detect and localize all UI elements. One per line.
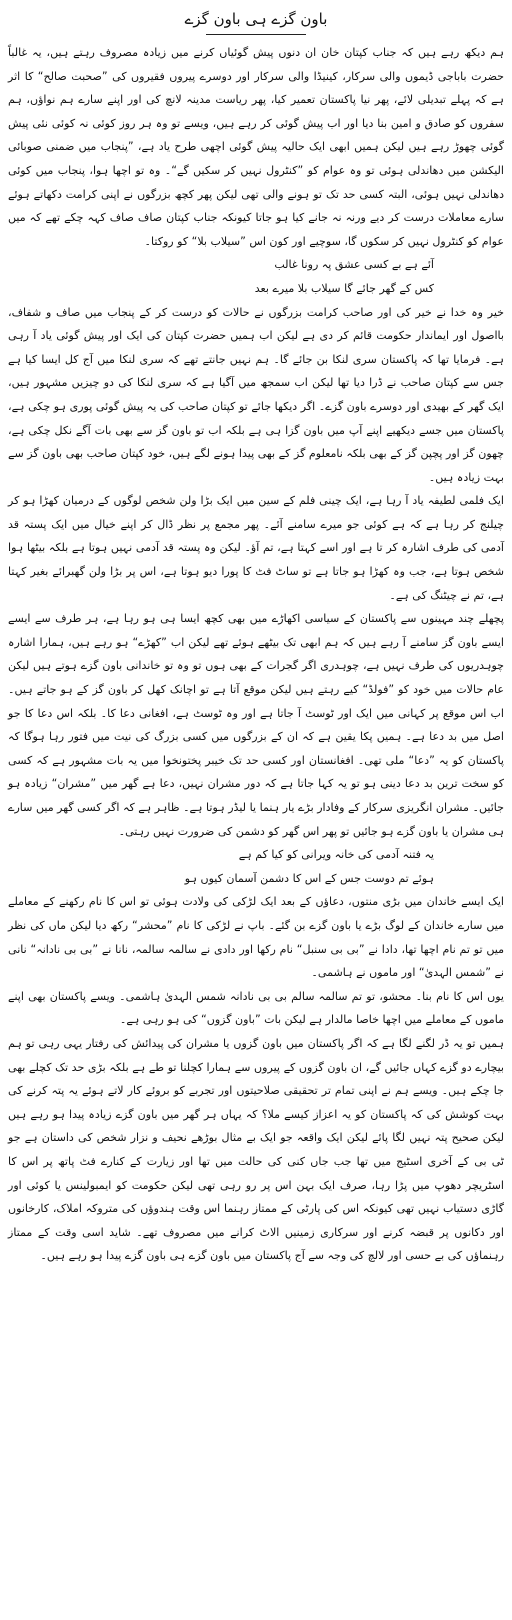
paragraph: ہمیں تو یہ ڈر لگنے لگا ہے کہ اگر پاکستان میں باون گزوں یا مشران کی پیدائش کی رفتار یہی رہی تو ہم بیچارے دو گزے کہاں جائیں گے، ان باون گزوں کے پیروں سے ہمارا کچلنا تو طے ہے بلکہ بڑی حد تک کچلے بھی جا چکے ہیں۔ ویسے ہم نے اپنی تمام تر تحقیقی صلاحیتوں اور تجربے کو بروئے کار لاتے ہوئے یہ پتہ کرنے کی بہت کوشش کی کہ پاکستان کو یہ اعزاز کیسے ملا؟ کہ یہاں ہر گھر میں باون گزے زیادہ پیدا ہو رہے ہیں لیکن صحیح پتہ نہیں لگا پائے لیکن ایک واقعہ جو ایک بے مثال بوڑھے نحیف و نزار شخص کی داستان ہے جو ٹی بی کے آخری اسٹیج میں تھا جب جاں کنی کی حالت میں تھا اور زیارت کے کنارے فٹ پاتھ پر اس کا اسٹریچر دھوپ میں پڑا رہا، صرف ایک بہن اس پر رو رہی تھی لیکن حکومت کو ایمبولینس یا کوئی اور گاڑی دستیاب نہیں تھی کیونکہ اس کی پارٹی کے ممتاز رہنما اس وقت ہندوؤں کی متروکہ املاک، کارخانوں اور دکانوں پر قبضہ کرنے اور سرکاری زمینیں الاٹ کرانے میں مصروف تھے۔ شاید اسی وقت کے ممتاز رہنماؤں کی بے حسی اور لالچ کی وجہ سے آج پاکستان میں باون گزے ہی باون گزے پیدا ہو رہے ہیں۔	[8, 1036, 504, 1263]
verse-line: آئے ہے بے کسی عشق پہ رونا غالب	[274, 258, 434, 272]
verse-line: یہ فتنہ آدمی کی خانہ ویرانی کو کیا کم ہے	[238, 848, 434, 862]
paragraph: ایک ایسے خاندان میں بڑی منتوں، دعاؤں کے بعد ایک لڑکی کی ولادت ہوئی تو اس کا نام رکھنے کے معاملے میں سارے خاندان کے لوگ بڑے یا باون گزے بن گئے۔ باپ نے لڑکی کا نام ”محشر“ رکھ دیا لیکن ماں کی نظر میں تو تم نام اچھا تھا، دادا نے ”بی بی سنبل“ نام رکھا اور دادی نے سالمہ سالمہ، نانا نے ”بی بی نادانہ“ نانی نے ”شمس الہدیٰ“ اور ماموں نے ہاشمی۔	[8, 895, 504, 980]
paragraph: خیر وہ خدا نے خیر کی اور صاحب کرامت بزرگوں نے حالات کو درست کر کے پنجاب میں صاف و شفاف، بااصول اور ایماندار حکومت قائم کر دی ہے لیکن اب ہمیں حضرت کپتان کی ایک اور پیش گوئی یاد آ رہی ہے۔ فرمایا تھا کہ پاکستان سری لنکا بن جائے گا۔ ہم نہیں جانتے تھے کہ سری لنکا میں آج کل ایسا کیا ہے جس سے کپتان صاحب نے ڈرا دیا تھا لیکن اب سمجھ میں آگیا ہے کہ سری لنکا کی دو چیزیں مشہور ہیں، ایک گھر کے بھیدی اور دوسرے باون گزے۔ اگر دیکھا جائے تو کپتان صاحب کی یہ پیش گوئی پوری ہو چکی ہے، پاکستان میں جسے دیکھیے اپنے آپ میں باون گزا ہی ہے بلکہ اب تو باون گز سے بھی بات آگے نکل چکی ہے، چھون گز اور پچپن گز کے بھی بلکہ نامعلوم گز کے بھی پیدا ہونے لگے ہیں، خود کپتان صاحب بھی باون گز سے بہت زیادہ ہیں۔	[8, 305, 504, 484]
verse-line: ہوئے تم دوست جس کے اس کا دشمن آسمان کیوں ہو	[184, 871, 434, 885]
paragraph: ہم دیکھ رہے ہیں کہ جناب کپتان خان ان دنوں پیش گوئیاں کرنے میں زیادہ مصروف رہتے ہیں، یہ غالباً حضرت باباجی ڈیموں والی سرکار، کینیڈا والی سرکار اور دوسرے پیروں فقیروں کی ”صحبت صالح“ کا اثر ہے کہ پہلے تبدیلی لائے، پھر نیا پاکستان تعمیر کیا، پھر ریاست مدینہ لانچ کی اور اپنے سارے ہم نواؤں، ہم سفروں کو صادق و امین بنا دیا اور اب پیش گوئی کر رہے ہیں، ویسے تو وہ ہر روز کوئی نہ کوئی نئی پیش گوئی چھوڑ رہے ہیں لیکن ہمیں ابھی ایک حالیہ پیش گوئی اچھی طرح یاد ہے، ”پنجاب میں ضمنی صوبائی الیکشن میں دھاندلی ہوئی تو وہ عوام کو ”کنٹرول نہیں کر سکیں گے“۔ وہ تو اچھا ہوا، پنجاب میں کوئی دھاندلی نہیں ہوئی، البتہ کسی حد تک تو ہونے والی تھی لیکن پھر کچھ بزرگوں نے اپنی کرامت دکھاتے ہوئے سارے معاملات درست کر دیے ورنہ نہ جانے کیا ہو جاتا کیونکہ جناب کپتان صاف صاف کہہ چکے تھے کہ میں عوام کو کنٹرول نہیں کر سکوں گا، سوچیے اور کون اس ”سیلاب بلا“ کو روکتا۔	[8, 46, 504, 248]
paragraph: ایک فلمی لطیفہ یاد آ رہا ہے، ایک چینی فلم کے سین میں ایک بڑا ولن شخص لوگوں کے درمیان کھڑا ہو کر چیلنج کر رہا ہے کہ ہے کوئی جو میرے سامنے آئے۔ پھر مجمع پر نظر ڈال کر اپنے خیال میں ایک پستہ قد آدمی کی طرف اشارہ کر تا ہے اور اسے کہتا ہے، تم آؤ۔ لیکن وہ پستہ قد آدمی نہیں ہوتا ہے بلکہ بیٹھا ہوا شخص ہوتا ہے، جب وہ کھڑا ہو جاتا ہے تو ساٹ فٹ کا پورا دیو ہوتا ہے، اس پر بڑا ولن گھبرائے بغیر کہتا ہے، تم نے چیٹنگ کی ہے۔	[8, 494, 504, 602]
article-title: باون گزے ہی باون گزے	[184, 10, 328, 28]
paragraph: پچھلے چند مہینوں سے پاکستان کے سیاسی اکھاڑے میں بھی کچھ ایسا ہی ہو رہا ہے، ہر طرف سے ایسے ایسے باون گز سامنے آ رہے ہیں کہ ہم ابھی تک بیٹھے ہوئے تھے لیکن اب ”کھڑے“ ہو رہے ہیں، ہمارا اشارہ چوہدریوں کی طرف نہیں ہے، چوہدری اگر گجرات کے بھی ہوں تو وہ تو خاندانی باون گزے ہوتے ہیں لیکن عام حالات میں خود کو ”فولڈ“ کیے رہتے ہیں لیکن موقع آتا ہے تو اچانک کھل کر باون گز کے ہو جاتے ہیں۔ اب اس موقع پر کہانی میں ایک اور ٹوسٹ آ جاتا ہے اور وہ ٹوسٹ ہے، افغانی دعا کا۔ بلکہ اس دعا کا جو اصل میں بد دعا ہے۔ ہمیں پکا یقین ہے کہ ان کے بزرگوں میں کسی بزرگ کی نیت میں فتور رہا ہوگا کہ پاکستان کو یہ ”دعا“ ملی تھی۔ افغانستان اور کسی حد تک خیبر پختونخوا میں یہ بات مشہور ہے کہ کسی کو سخت ترین بد دعا دینی ہو تو یہ کہا جاتا ہے کہ دور مشران نہیں، دعا ہے گھر میں ”مشران“ زیادہ ہو جائیں۔ مشران انگریزی سرکار کے وفادار بڑے یار ہنما یا لیڈر ہوتا ہے۔ ظاہر ہے کہ اگر کسی گھر میں سارے ہی مشران یا باون گزے ہو جائیں تو پھر اس گھر کو دشمن کی ضرورت نہیں رہتی۔	[8, 612, 504, 838]
verse-line: کس کے گھر جائے گا سیلاب بلا میرے بعد	[254, 281, 434, 295]
title-underline	[206, 34, 306, 35]
paragraph: یوں اس کا نام بنا۔ محشو، تو تم سالمہ سالم بی بی نادانہ شمس الہدیٰ ہاشمی۔ ویسے پاکستان بھی اپنے ماموں کے معاملے میں اچھا خاصا مالدار ہے لیکن بات ”باون گزوں“ کی ہو رہی ہے۔	[8, 989, 504, 1027]
